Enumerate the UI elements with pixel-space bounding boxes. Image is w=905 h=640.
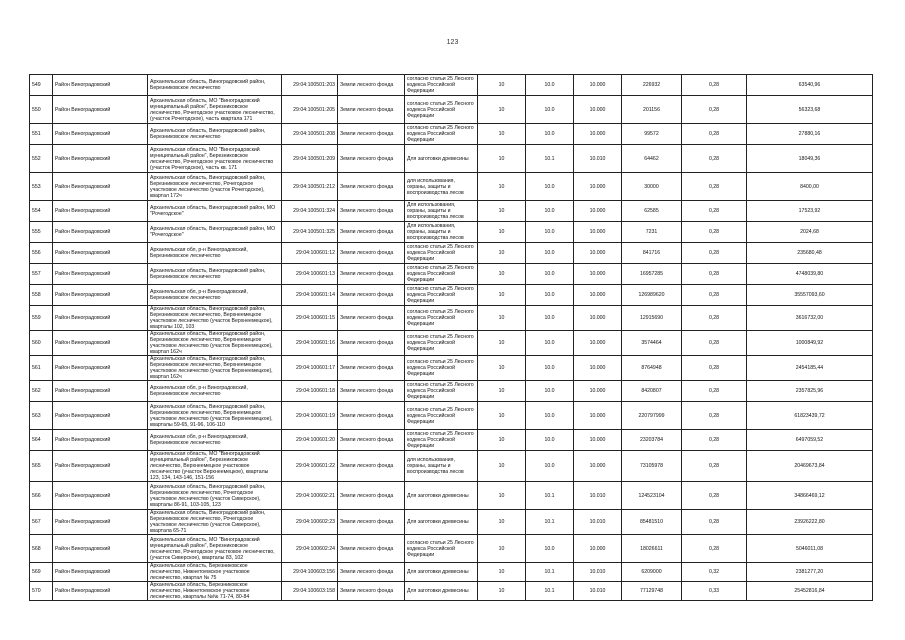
table-row <box>30 96 873 124</box>
cell-c3: 10.010 <box>574 482 622 510</box>
cell-c2: 10.1 <box>526 482 574 510</box>
table-row <box>30 430 873 451</box>
cell-no: 557 <box>30 264 53 285</box>
cell-c3: 10.010 <box>574 563 622 582</box>
cell-c2: 10.0 <box>526 356 574 381</box>
cell-location: Архангельская область, МО "Виноградовский муниципальный район", Березниковское лесничество, Рочегодское участковое лесничество, (участок Сиверское), кварталы 83, 102 <box>148 535 282 563</box>
table-row <box>30 306 873 331</box>
cell-location: Архангельская область, Виноградовский район, Березниковское лесничество <box>148 264 282 285</box>
cell-c2: 10.1 <box>526 563 574 582</box>
table-row <box>30 331 873 356</box>
cell-use: Для заготовки древесины <box>405 145 478 173</box>
cell-category: Земли лесного фонда <box>338 96 405 124</box>
cell-location: Архангельская область, Виноградовский район, Березниковское лесничество, Верхнеемецкое участковое лесничество (участок Верхнеемецкое), кварталы 59-65, 91-96, 106-110 <box>148 402 282 430</box>
cell-c2: 10.0 <box>526 173 574 201</box>
cell-c2: 10.0 <box>526 430 574 451</box>
cell-district: Район Виноградовский <box>53 75 148 96</box>
cell-rate: 0,32 <box>682 563 747 582</box>
cell-no: 554 <box>30 201 53 222</box>
cell-rate: 0,33 <box>682 582 747 601</box>
cell-category: Земли лесного фонда <box>338 145 405 173</box>
cell-area: 126989620 <box>622 285 682 306</box>
cell-cadastre: 29:04:100501:325 <box>282 222 338 243</box>
cell-use: Для заготовки древесины <box>405 582 478 601</box>
cell-c3: 10.000 <box>574 451 622 482</box>
cell-no: 558 <box>30 285 53 306</box>
cell-area: 73105978 <box>622 451 682 482</box>
cell-c1: 10 <box>478 451 526 482</box>
cell-c1: 10 <box>478 381 526 402</box>
cell-area: 226932 <box>622 75 682 96</box>
cell-use: согласно статьи 25 Лесного кодекса Российской Федерации <box>405 243 478 264</box>
cell-cadastre: 29:04:100601:13 <box>282 264 338 285</box>
cell-c2: 10.0 <box>526 331 574 356</box>
land-registry-table <box>29 74 873 601</box>
cell-sum: 61823439,72 <box>747 402 873 430</box>
cell-sum: 1000849,92 <box>747 331 873 356</box>
cell-c3: 10.000 <box>574 285 622 306</box>
cell-location: Архангельская область, Виноградовский район, Березниковское лесничество, Верхнеемецкое участковое лесничество (участок Верхнеемецкое), квартал 162ч <box>148 331 282 356</box>
cell-sum: 235680,48 <box>747 243 873 264</box>
cell-c1: 10 <box>478 264 526 285</box>
cell-district: Район Виноградовский <box>53 124 148 145</box>
table-row <box>30 124 873 145</box>
cell-category: Земли лесного фонда <box>338 306 405 331</box>
cell-use: Для заготовки древесины <box>405 563 478 582</box>
cell-c1: 10 <box>478 331 526 356</box>
table-row <box>30 285 873 306</box>
cell-rate: 0,28 <box>682 356 747 381</box>
cell-c3: 10.000 <box>574 535 622 563</box>
table-row <box>30 381 873 402</box>
cell-c2: 10.0 <box>526 264 574 285</box>
cell-use: Для заготовки древесины <box>405 510 478 535</box>
cell-cadastre: 29:04:100501:205 <box>282 96 338 124</box>
cell-district: Район Виноградовский <box>53 563 148 582</box>
cell-category: Земли лесного фонда <box>338 201 405 222</box>
cell-c1: 10 <box>478 356 526 381</box>
cell-no: 551 <box>30 124 53 145</box>
cell-no: 569 <box>30 563 53 582</box>
cell-area: 124523104 <box>622 482 682 510</box>
cell-rate: 0,28 <box>682 75 747 96</box>
cell-sum: 27880,16 <box>747 124 873 145</box>
cell-c3: 10.000 <box>574 243 622 264</box>
cell-c3: 10.000 <box>574 402 622 430</box>
cell-no: 564 <box>30 430 53 451</box>
table-row <box>30 535 873 563</box>
cell-c3: 10.010 <box>574 582 622 601</box>
cell-cadastre: 29:04:100501:212 <box>282 173 338 201</box>
cell-category: Земли лесного фонда <box>338 243 405 264</box>
cell-use: согласно статьи 25 Лесного кодекса Российской Федерации <box>405 402 478 430</box>
cell-area: 6209000 <box>622 563 682 582</box>
cell-cadastre: 29:04:100501:208 <box>282 124 338 145</box>
cell-district: Район Виноградовский <box>53 535 148 563</box>
cell-location: Архангельская область, Виноградовский район, Березниковское лесничество, Рочегодское участковое лесничество (участок Сиверское), квартала 65-71 <box>148 510 282 535</box>
table-row <box>30 201 873 222</box>
cell-area: 7231 <box>622 222 682 243</box>
cell-district: Район Виноградовский <box>53 173 148 201</box>
cell-c1: 10 <box>478 402 526 430</box>
table-row <box>30 510 873 535</box>
cell-c2: 10.1 <box>526 145 574 173</box>
cell-location: Архангельская область, МО "Виноградовский муниципальный район", Березниковское лесничество, Рочегодское участковое лесничество, (участок Рочегодское), часть квартала 171 <box>148 96 282 124</box>
cell-rate: 0,28 <box>682 173 747 201</box>
cell-no: 563 <box>30 402 53 430</box>
cell-sum: 17523,92 <box>747 201 873 222</box>
cell-no: 560 <box>30 331 53 356</box>
table-body <box>30 75 873 601</box>
cell-rate: 0,28 <box>682 264 747 285</box>
cell-cadastre: 29:04:100601:14 <box>282 285 338 306</box>
cell-c2: 10.0 <box>526 535 574 563</box>
cell-cadastre: 29:04:100601:17 <box>282 356 338 381</box>
cell-no: 567 <box>30 510 53 535</box>
table-row <box>30 563 873 582</box>
cell-area: 62585 <box>622 201 682 222</box>
cell-use: согласно статьи 25 Лесного кодекса Российской Федерации <box>405 535 478 563</box>
cell-area: 8764948 <box>622 356 682 381</box>
cell-c1: 10 <box>478 201 526 222</box>
table-row <box>30 264 873 285</box>
cell-sum: 4748039,80 <box>747 264 873 285</box>
cell-location: Архангельская обл, р-н Виноградовский, Березниковское лесничество <box>148 285 282 306</box>
cell-location: Архангельская область, Виноградовский район, Березниковское лесничество <box>148 124 282 145</box>
cell-rate: 0,28 <box>682 451 747 482</box>
cell-sum: 35557093,60 <box>747 285 873 306</box>
cell-cadastre: 29:04:100501:209 <box>282 145 338 173</box>
cell-rate: 0,28 <box>682 243 747 264</box>
cell-c1: 10 <box>478 243 526 264</box>
cell-c2: 10.0 <box>526 381 574 402</box>
cell-cadastre: 29:04:100601:12 <box>282 243 338 264</box>
cell-category: Земли лесного фонда <box>338 356 405 381</box>
table-row <box>30 173 873 201</box>
cell-rate: 0,28 <box>682 285 747 306</box>
cell-use: согласно статьи 25 Лесного кодекса Российской Федерации <box>405 430 478 451</box>
cell-location: Архангельская область, Виноградовский район, Березниковское лесничество <box>148 75 282 96</box>
cell-use: для использования, охраны, защиты и воспроизводства лесов <box>405 451 478 482</box>
cell-no: 555 <box>30 222 53 243</box>
cell-use: согласно статьи 25 Лесного кодекса Российской Федерации <box>405 75 478 96</box>
cell-district: Район Виноградовский <box>53 243 148 264</box>
cell-no: 566 <box>30 482 53 510</box>
cell-no: 568 <box>30 535 53 563</box>
cell-c1: 10 <box>478 75 526 96</box>
cell-location: Архангельская область, Виноградовский район, Березниковское лесничество, Верхнеемецкое участковое лесничество (участок Верхнеемецкое), кварталы 102, 103 <box>148 306 282 331</box>
cell-sum: 34866469,12 <box>747 482 873 510</box>
cell-district: Район Виноградовский <box>53 356 148 381</box>
cell-c3: 10.000 <box>574 430 622 451</box>
cell-rate: 0,28 <box>682 482 747 510</box>
table-row <box>30 75 873 96</box>
cell-rate: 0,28 <box>682 222 747 243</box>
cell-use: Для заготовки древесины <box>405 482 478 510</box>
cell-category: Земли лесного фонда <box>338 173 405 201</box>
cell-location: Архангельская область, Виноградовский район, Березниковское лесничество, Верхнеемецкое участковое лесничество (участок Верхнеемецкое), квартал 162ч <box>148 356 282 381</box>
cell-location: Архангельская область, Виноградовский район, Березниковское лесничество, Рочегодское участковое лесничество (участок Сиверское), кварталы 86-91, 103-105, 123 <box>148 482 282 510</box>
cell-c2: 10.0 <box>526 451 574 482</box>
cell-sum: 18049,36 <box>747 145 873 173</box>
cell-district: Район Виноградовский <box>53 510 148 535</box>
cell-cadastre: 29:04:100501:324 <box>282 201 338 222</box>
table-row <box>30 356 873 381</box>
cell-no: 565 <box>30 451 53 482</box>
cell-no: 561 <box>30 356 53 381</box>
cell-rate: 0,28 <box>682 510 747 535</box>
cell-location: Архангельская область, Виноградовский район, МО "Рочегодское" <box>148 222 282 243</box>
cell-c1: 10 <box>478 582 526 601</box>
cell-district: Район Виноградовский <box>53 201 148 222</box>
table-row <box>30 145 873 173</box>
cell-rate: 0,28 <box>682 430 747 451</box>
cell-use: Для использования, охраны, защиты и воспроизводства лесов <box>405 201 478 222</box>
cell-no: 549 <box>30 75 53 96</box>
cell-location: Архангельская обл, р-н Виноградовский, Березниковское лесничество <box>148 243 282 264</box>
cell-c1: 10 <box>478 285 526 306</box>
cell-c1: 10 <box>478 96 526 124</box>
cell-rate: 0,28 <box>682 201 747 222</box>
cell-district: Район Виноградовский <box>53 306 148 331</box>
cell-cadastre: 29:04:100601:22 <box>282 451 338 482</box>
cell-category: Земли лесного фонда <box>338 285 405 306</box>
cell-area: 16957285 <box>622 264 682 285</box>
page-number: 123 <box>446 39 459 46</box>
cell-district: Район Виноградовский <box>53 285 148 306</box>
cell-use: согласно статьи 25 Лесного кодекса Российской Федерации <box>405 356 478 381</box>
cell-c1: 10 <box>478 430 526 451</box>
cell-category: Земли лесного фонда <box>338 510 405 535</box>
cell-cadastre: 29:04:100601:16 <box>282 331 338 356</box>
cell-sum: 3616732,00 <box>747 306 873 331</box>
cell-c1: 10 <box>478 510 526 535</box>
cell-c2: 10.1 <box>526 510 574 535</box>
cell-sum: 2357825,96 <box>747 381 873 402</box>
cell-no: 556 <box>30 243 53 264</box>
cell-area: 3574464 <box>622 331 682 356</box>
cell-use: согласно статьи 25 Лесного кодекса Российской Федерации <box>405 381 478 402</box>
cell-sum: 2454185,44 <box>747 356 873 381</box>
cell-district: Район Виноградовский <box>53 482 148 510</box>
cell-c3: 10.010 <box>574 510 622 535</box>
cell-c3: 10.000 <box>574 222 622 243</box>
cell-rate: 0,28 <box>682 96 747 124</box>
cell-area: 18026611 <box>622 535 682 563</box>
cell-c1: 10 <box>478 535 526 563</box>
cell-sum: 2381277,20 <box>747 563 873 582</box>
cell-area: 99572 <box>622 124 682 145</box>
cell-cadastre: 29:04:100601:20 <box>282 430 338 451</box>
cell-sum: 5046011,08 <box>747 535 873 563</box>
cell-c2: 10.1 <box>526 582 574 601</box>
cell-c3: 10.010 <box>574 145 622 173</box>
cell-area: 220797999 <box>622 402 682 430</box>
cell-use: Для использования, охраны, защиты и воспроизводства лесов <box>405 222 478 243</box>
cell-area: 30000 <box>622 173 682 201</box>
table-row <box>30 402 873 430</box>
cell-area: 8420807 <box>622 381 682 402</box>
cell-c3: 10.000 <box>574 173 622 201</box>
cell-location: Архангельская обл, р-н Виноградовский, Березниковское лесничество <box>148 381 282 402</box>
cell-sum: 23926222,80 <box>747 510 873 535</box>
cell-cadastre: 29:04:100601:19 <box>282 402 338 430</box>
cell-c3: 10.000 <box>574 75 622 96</box>
cell-location: Архангельская область, МО "Виноградовский муниципальный район", Березниковское лесничество, Рочегодское участковое лесничество (участок Рочегодское), часть кв. 171 <box>148 145 282 173</box>
cell-cadastre: 29:04:100602:21 <box>282 482 338 510</box>
cell-c1: 10 <box>478 222 526 243</box>
cell-cadastre: 29:04:100601:18 <box>282 381 338 402</box>
cell-no: 562 <box>30 381 53 402</box>
cell-category: Земли лесного фонда <box>338 75 405 96</box>
cell-c3: 10.000 <box>574 264 622 285</box>
cell-location: Архангельская область, МО "Виноградовский муниципальный район", Березниковское лесничество, Верхнеемецкое участковое лесничество (участок Верхнеемецкое), кварталы 123, 134, 143-146, 151-156 <box>148 451 282 482</box>
cell-sum: 56323,68 <box>747 96 873 124</box>
cell-c3: 10.000 <box>574 201 622 222</box>
cell-rate: 0,28 <box>682 306 747 331</box>
cell-c1: 10 <box>478 563 526 582</box>
table-row <box>30 222 873 243</box>
cell-category: Земли лесного фонда <box>338 430 405 451</box>
cell-c2: 10.0 <box>526 402 574 430</box>
cell-sum: 63540,96 <box>747 75 873 96</box>
cell-area: 64462 <box>622 145 682 173</box>
cell-area: 12915690 <box>622 306 682 331</box>
cell-c2: 10.0 <box>526 306 574 331</box>
cell-no: 559 <box>30 306 53 331</box>
table-row <box>30 482 873 510</box>
cell-cadastre: 29:04:100501:203 <box>282 75 338 96</box>
cell-district: Район Виноградовский <box>53 381 148 402</box>
cell-sum: 8400,00 <box>747 173 873 201</box>
cell-rate: 0,28 <box>682 124 747 145</box>
cell-cadastre: 29:04:100602:24 <box>282 535 338 563</box>
cell-area: 201156 <box>622 96 682 124</box>
cell-use: согласно статьи 25 Лесного кодекса Российской Федерации <box>405 124 478 145</box>
cell-no: 550 <box>30 96 53 124</box>
cell-cadastre: 29:04:100602:23 <box>282 510 338 535</box>
cell-use: согласно статьи 25 Лесного кодекса Российской Федерации <box>405 331 478 356</box>
cell-use: для использования, охраны, защиты и воспроизводства лесов <box>405 173 478 201</box>
cell-c1: 10 <box>478 306 526 331</box>
cell-sum: 6497059,52 <box>747 430 873 451</box>
cell-use: согласно статьи 25 Лесного кодекса Российской Федерации <box>405 285 478 306</box>
cell-area: 841716 <box>622 243 682 264</box>
cell-district: Район Виноградовский <box>53 264 148 285</box>
cell-c2: 10.0 <box>526 222 574 243</box>
cell-area: 77129748 <box>622 582 682 601</box>
cell-c3: 10.000 <box>574 306 622 331</box>
cell-no: 552 <box>30 145 53 173</box>
cell-c1: 10 <box>478 124 526 145</box>
cell-use: согласно статьи 25 Лесного кодекса Российской Федерации <box>405 306 478 331</box>
cell-sum: 20469673,84 <box>747 451 873 482</box>
table-row <box>30 451 873 482</box>
cell-cadastre: 29:04:100603:158 <box>282 582 338 601</box>
cell-district: Район Виноградовский <box>53 582 148 601</box>
cell-c1: 10 <box>478 173 526 201</box>
cell-sum: 2024,68 <box>747 222 873 243</box>
cell-district: Район Виноградовский <box>53 451 148 482</box>
cell-location: Архангельская область, Березниковское лесничество, Нижнетоемское участковое лесничество, кварталы №№ 71-74, 80-84 <box>148 582 282 601</box>
cell-cadastre: 29:04:100603:156 <box>282 563 338 582</box>
cell-c2: 10.0 <box>526 243 574 264</box>
cell-category: Земли лесного фонда <box>338 482 405 510</box>
cell-rate: 0,28 <box>682 402 747 430</box>
cell-c2: 10.0 <box>526 201 574 222</box>
cell-c3: 10.000 <box>574 96 622 124</box>
cell-district: Район Виноградовский <box>53 402 148 430</box>
cell-area: 23203784 <box>622 430 682 451</box>
cell-location: Архангельская область, Березниковское лесничество, Нижнетоемское участковое лесничество, квартал № 75 <box>148 563 282 582</box>
cell-use: согласно статьи 25 Лесного кодекса Российской Федерации <box>405 264 478 285</box>
cell-district: Район Виноградовский <box>53 430 148 451</box>
cell-category: Земли лесного фонда <box>338 124 405 145</box>
table-row <box>30 582 873 601</box>
cell-location: Архангельская обл, р-н Виноградовский, Березниковское лесничество <box>148 430 282 451</box>
cell-c2: 10.0 <box>526 96 574 124</box>
cell-c2: 10.0 <box>526 285 574 306</box>
cell-category: Земли лесного фонда <box>338 451 405 482</box>
cell-c2: 10.0 <box>526 75 574 96</box>
cell-rate: 0,28 <box>682 381 747 402</box>
cell-no: 553 <box>30 173 53 201</box>
cell-category: Земли лесного фонда <box>338 563 405 582</box>
cell-district: Район Виноградовский <box>53 222 148 243</box>
cell-location: Архангельская область, Виноградовский район, МО "Рочегодское" <box>148 201 282 222</box>
cell-c1: 10 <box>478 145 526 173</box>
cell-category: Земли лесного фонда <box>338 222 405 243</box>
cell-c1: 10 <box>478 482 526 510</box>
cell-category: Земли лесного фонда <box>338 381 405 402</box>
cell-use: согласно статьи 25 Лесного кодекса Российской Федерации <box>405 96 478 124</box>
cell-location: Архангельская область, Виноградовский район, Березниковское лесничество, Рочегодское участковое лесничество (участок Рочегодское), квартал 172ч <box>148 173 282 201</box>
cell-category: Земли лесного фонда <box>338 331 405 356</box>
cell-rate: 0,28 <box>682 535 747 563</box>
cell-category: Земли лесного фонда <box>338 582 405 601</box>
cell-sum: 25452816,84 <box>747 582 873 601</box>
cell-c3: 10.000 <box>574 356 622 381</box>
cell-district: Район Виноградовский <box>53 96 148 124</box>
cell-area: 85481510 <box>622 510 682 535</box>
cell-category: Земли лесного фонда <box>338 264 405 285</box>
cell-district: Район Виноградовский <box>53 331 148 356</box>
cell-cadastre: 29:04:100601:15 <box>282 306 338 331</box>
cell-district: Район Виноградовский <box>53 145 148 173</box>
cell-no: 570 <box>30 582 53 601</box>
table-row <box>30 243 873 264</box>
cell-category: Земли лесного фонда <box>338 402 405 430</box>
cell-c3: 10.000 <box>574 124 622 145</box>
cell-c2: 10.0 <box>526 124 574 145</box>
cell-rate: 0,28 <box>682 331 747 356</box>
cell-c3: 10.000 <box>574 331 622 356</box>
cell-rate: 0,28 <box>682 145 747 173</box>
cell-category: Земли лесного фонда <box>338 535 405 563</box>
cell-c3: 10.000 <box>574 381 622 402</box>
